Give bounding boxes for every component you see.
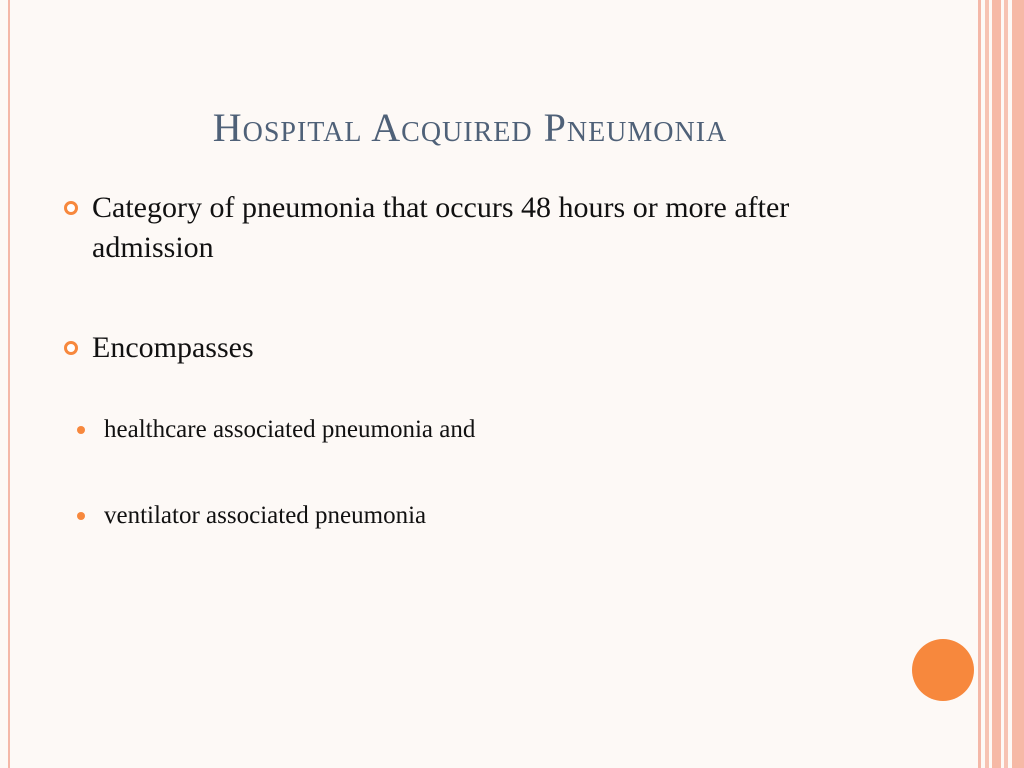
hollow-circle-bullet-icon [64,201,78,215]
right-stripe [1004,0,1008,768]
bullet-text: Encompasses [92,331,254,364]
slide-title: Hospital Acquired Pneumonia [212,105,728,150]
right-stripe [978,0,981,768]
sub-bullet-item [32,414,862,446]
filled-dot-bullet-icon [77,426,85,434]
bullet-list [62,188,862,532]
filled-dot-bullet-icon [77,512,85,520]
sub-bullet-text: healthcare associated pneumonia and [104,416,476,443]
right-stripe [992,0,1001,768]
right-stripe [1012,0,1024,768]
bullet-text: Category of pneumonia that occurs 48 hours or more after admission [92,191,790,264]
orange-circle-decoration [912,639,974,701]
bullet-item [62,328,862,368]
right-stripe [985,0,989,768]
bullet-item [62,188,862,268]
sub-bullet-text: ventilator associated pneumonia [104,502,427,529]
hollow-circle-bullet-icon [64,341,78,355]
sub-bullet-item [32,500,862,532]
